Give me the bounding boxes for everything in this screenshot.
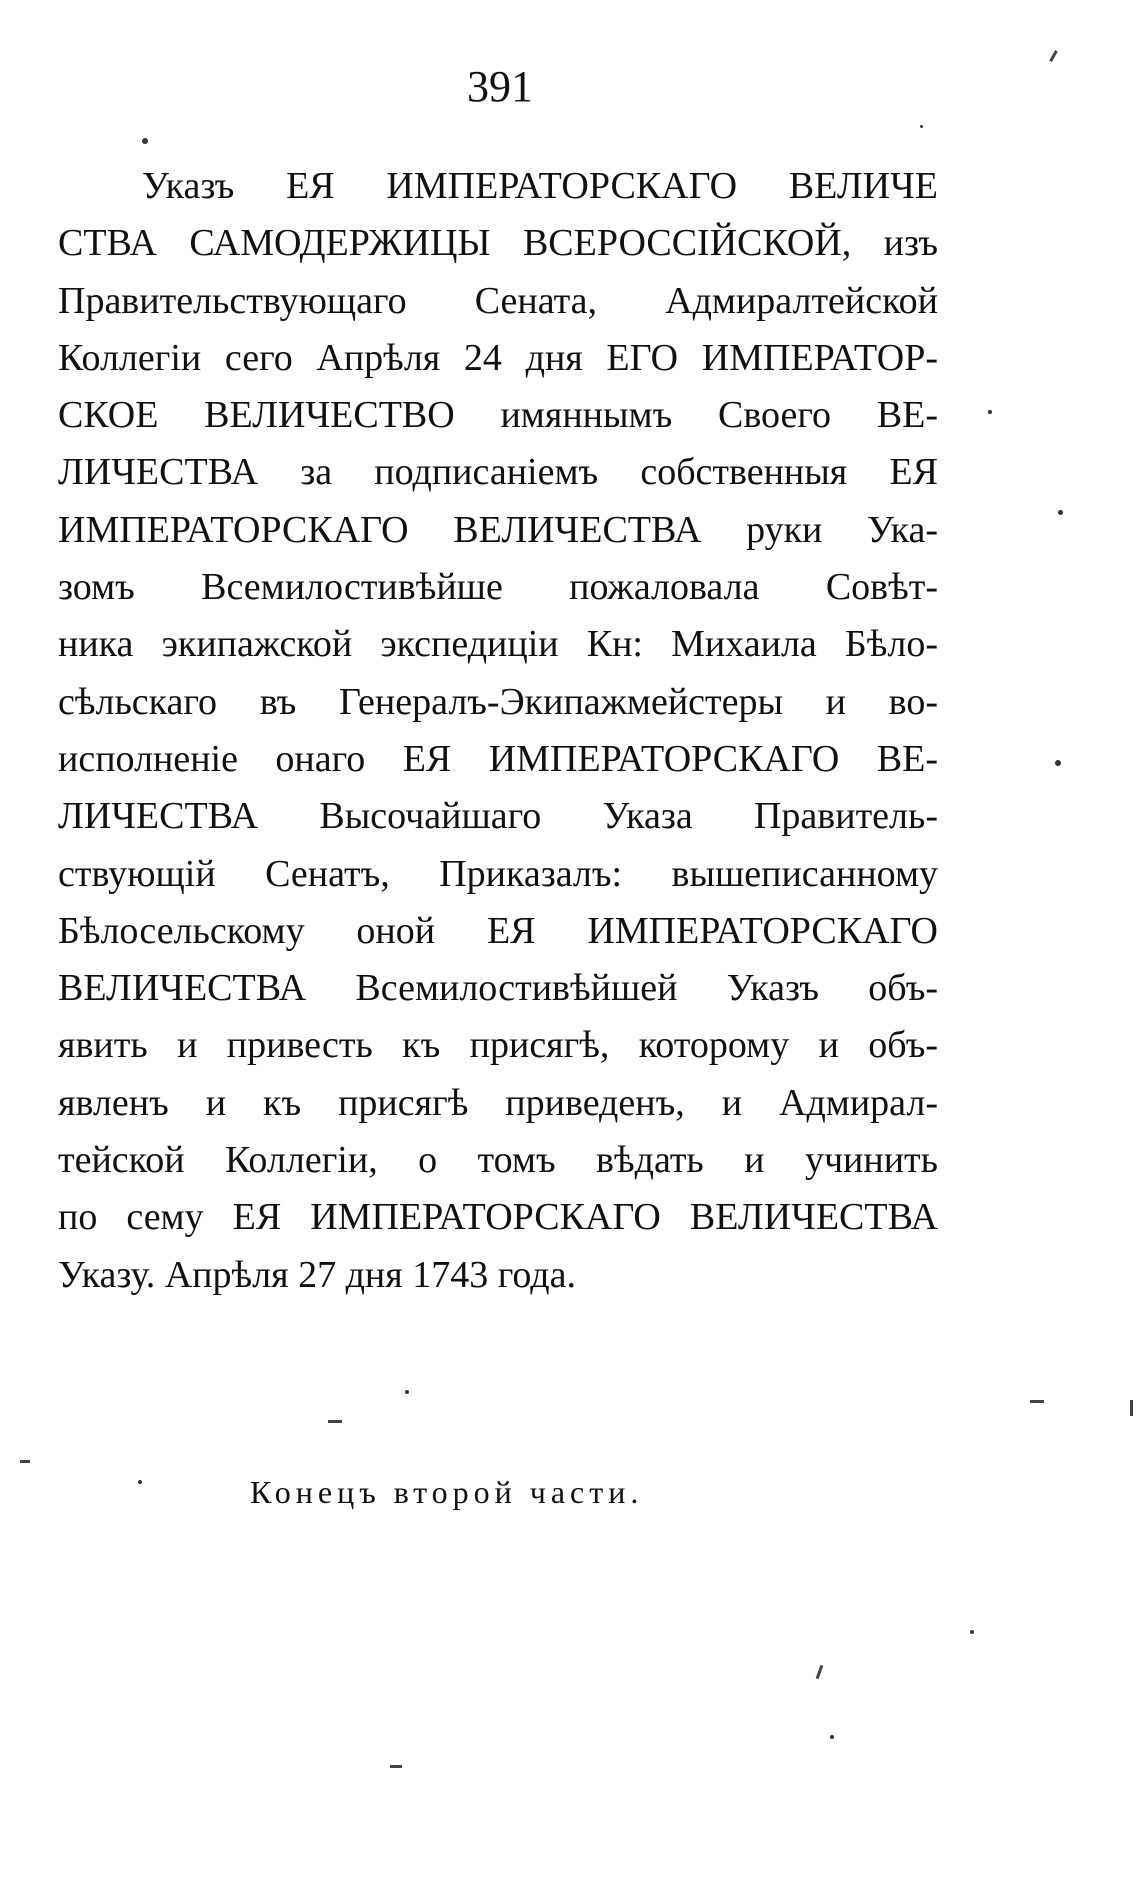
- text-line: Коллегіи сего Апрѣля 24 дня ЕГО ИМПЕРАТОР-: [58, 336, 938, 379]
- text-line: явленъ и къ присягѣ приведенъ, и Адмирал-: [58, 1081, 938, 1124]
- scan-speck: [970, 1630, 974, 1634]
- scan-speck: [830, 1735, 834, 1739]
- text-line: тейской Коллегіи, о томъ вѣдать и учинить: [58, 1139, 938, 1182]
- page-number: 391: [467, 62, 533, 111]
- decree-text: [58, 158, 938, 1304]
- scan-speck: [142, 138, 148, 144]
- scan-speck: [405, 1390, 409, 1394]
- text-line: ЛИЧЕСТВА Высочайшаго Указа Правитель-: [58, 795, 938, 838]
- text-line: по сему ЕЯ ИМПЕРАТОРСКАГО ВЕЛИЧЕСТВА: [58, 1196, 938, 1239]
- text-line: Правительствующаго Сената, Адмиралтейской: [58, 279, 938, 322]
- text-line: зомъ Всемилостивѣйше пожаловала Совѣт-: [58, 566, 938, 609]
- scan-speck: [1058, 510, 1063, 515]
- text-line: ника экипажской экспедиціи Кн: Михаила Бѣло-: [58, 623, 938, 666]
- text-line: явить и привесть къ присягѣ, которому и объ-: [58, 1024, 938, 1067]
- scan-mark: [1049, 50, 1058, 62]
- text-line: ствующій Сенатъ, Приказалъ: вышеписанному: [58, 852, 938, 895]
- scan-mark: [1030, 1400, 1044, 1403]
- text-line: исполненіе онаго ЕЯ ИМПЕРАТОРСКАГО ВЕ-: [58, 737, 938, 780]
- text-line: сѣльскаго въ Генералъ-Экипажмейстеры и во-: [58, 680, 938, 723]
- closing-line: Конецъ второй части.: [250, 1474, 644, 1510]
- text-line: СТВА САМОДЕРЖИЦЫ ВСЕРОССІЙСКОЙ, изъ: [58, 222, 938, 265]
- scan-mark: [390, 1765, 402, 1768]
- text-line: ЛИЧЕСТВА за подписаніемъ собственныя ЕЯ: [58, 451, 938, 494]
- text-line: Бѣлосельскому оной ЕЯ ИМПЕРАТОРСКАГО: [58, 909, 938, 952]
- text-line: Указъ ЕЯ ИМПЕРАТОРСКАГО ВЕЛИЧЕ: [142, 165, 938, 207]
- scan-mark: [328, 1420, 342, 1423]
- scan-mark: [816, 1665, 824, 1679]
- text-line: ВЕЛИЧЕСТВА Всемилостивѣйшей Указъ объ-: [58, 967, 938, 1010]
- scan-speck: [988, 410, 992, 414]
- scan-speck: [1055, 760, 1061, 766]
- text-line: ИМПЕРАТОРСКАГО ВЕЛИЧЕСТВА руки Ука-: [58, 508, 938, 551]
- scan-speck: [138, 1480, 142, 1484]
- scan-mark: [1130, 1400, 1133, 1416]
- scan-speck: [920, 125, 923, 128]
- text-line: Указу. Апрѣля 27 дня 1743 года.: [58, 1253, 576, 1296]
- text-line: СКОЕ ВЕЛИЧЕСТВО имяннымъ Своего ВЕ-: [58, 394, 938, 437]
- scan-mark: [20, 1460, 30, 1463]
